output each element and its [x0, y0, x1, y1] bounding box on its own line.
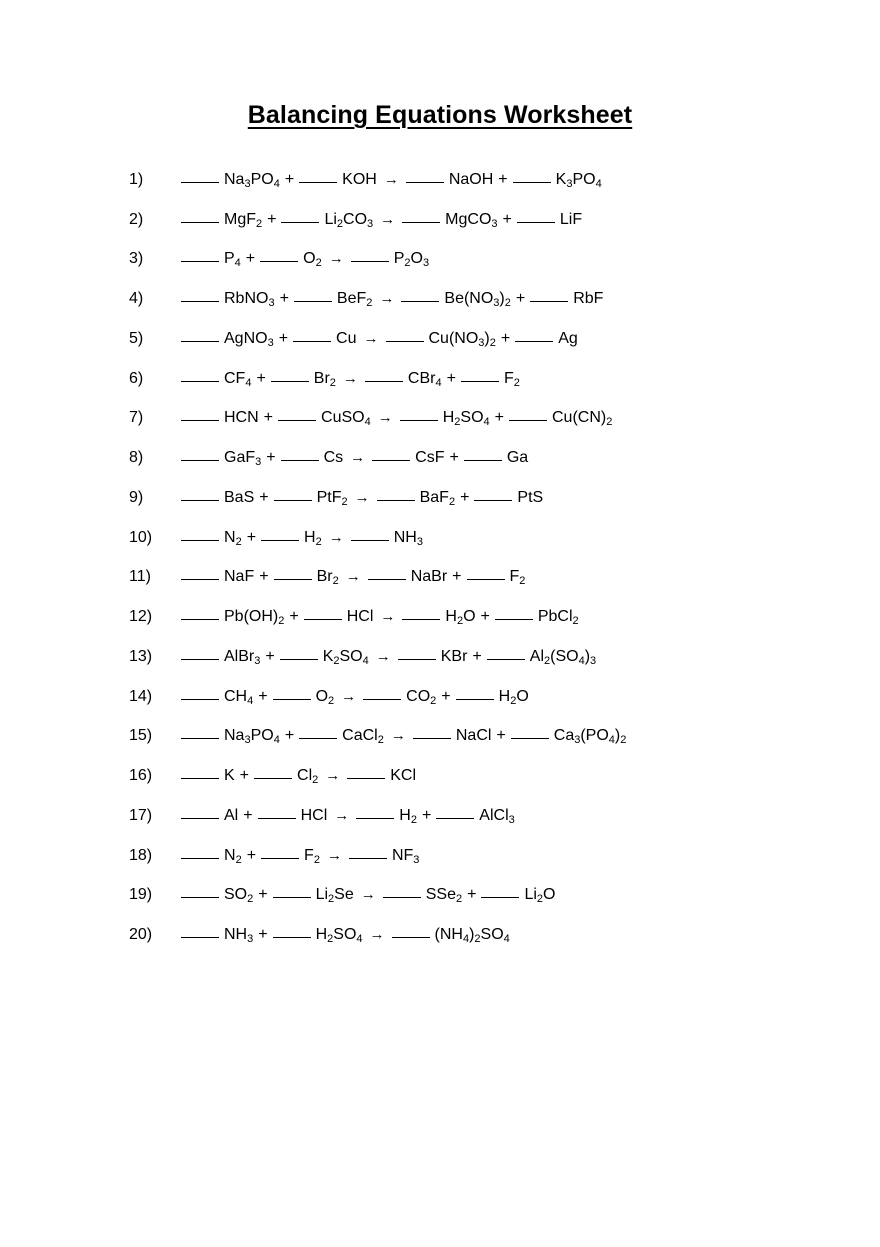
- plus-sign: +: [245, 250, 256, 268]
- coefficient-blank: [347, 778, 385, 779]
- reaction-arrow-icon: →: [360, 886, 376, 904]
- equation: [181, 568, 525, 586]
- coefficient-blank: [273, 897, 311, 898]
- coefficient-blank: [281, 222, 319, 223]
- plus-sign: +: [284, 170, 295, 188]
- chemical-formula: KBr: [440, 647, 468, 665]
- coefficient-blank: [413, 738, 451, 739]
- reaction-arrow-icon: →: [328, 528, 344, 546]
- coefficient-blank: [181, 897, 219, 898]
- reaction-arrow-icon: →: [380, 210, 396, 228]
- chemical-formula: CuSO$_4$: [321, 409, 371, 429]
- plus-sign: +: [500, 329, 511, 347]
- reaction-arrow-icon: →: [369, 926, 385, 944]
- coefficient-blank: [398, 659, 436, 660]
- equation-row: [129, 279, 829, 319]
- page-title: Balancing Equations Worksheet: [247, 101, 633, 129]
- reaction-arrow-icon: →: [334, 806, 350, 824]
- chemical-formula: $O_2$: [303, 250, 322, 270]
- chemical-formula: NaF: [224, 568, 255, 586]
- coefficient-blank: [181, 699, 219, 700]
- chemical-formula: HCN: [224, 409, 259, 427]
- chemical-formula: $K_2SO_4$: [322, 647, 369, 667]
- chemical-formula: Ga: [506, 449, 529, 467]
- chemical-formula: $NH_3$: [224, 926, 254, 946]
- chemical-formula: CaCl$_2$: [342, 727, 384, 747]
- chemical-formula: $Li_2CO_3$: [324, 210, 374, 230]
- chemical-formula: Al: [224, 806, 239, 824]
- chemical-formula: $NH_3$: [393, 528, 423, 548]
- equation-number: 9): [129, 488, 144, 506]
- chemical-formula: $Pb(OH)_2$: [224, 608, 285, 628]
- coefficient-blank: [294, 301, 332, 302]
- chemical-formula: $N_2$: [224, 846, 242, 866]
- chemical-formula: NaCl: [455, 727, 492, 745]
- plus-sign: +: [289, 608, 299, 626]
- equation-row: [129, 319, 829, 359]
- reaction-arrow-icon: →: [328, 250, 344, 268]
- equation-number: 1): [129, 170, 144, 188]
- chemical-formula: PbCl$_2$: [537, 608, 579, 628]
- coefficient-blank: [181, 341, 219, 342]
- equation-row: [129, 240, 829, 280]
- chemical-formula: BeF$_2$: [336, 290, 373, 310]
- coefficient-blank: [271, 381, 309, 382]
- equation-number: 3): [129, 250, 144, 268]
- equation-row: [129, 359, 829, 399]
- equation: [181, 688, 529, 706]
- chemical-formula: HCl: [346, 608, 374, 626]
- coefficient-blank: [509, 420, 547, 421]
- chemical-formula: $H_2$: [399, 806, 417, 826]
- chemical-formula: Cs: [323, 449, 344, 467]
- coefficient-blank: [181, 619, 219, 620]
- reaction-arrow-icon: →: [377, 409, 393, 427]
- chemical-formula: CsF: [415, 449, 445, 467]
- equation: [181, 449, 528, 467]
- chemical-formula: $Cu(CN)_2$: [552, 409, 613, 429]
- chemical-formula: $CH_4$: [224, 687, 254, 707]
- equation-number: 15): [129, 727, 153, 745]
- plus-sign: +: [278, 329, 289, 347]
- coefficient-blank: [368, 579, 406, 580]
- coefficient-blank: [293, 341, 331, 342]
- coefficient-blank: [181, 858, 219, 859]
- chemical-formula: $CO_2$: [406, 687, 437, 707]
- chemical-formula: AlCl$_3$: [479, 806, 515, 826]
- chemical-formula: $F_2$: [304, 846, 320, 866]
- plus-sign: +: [266, 449, 276, 467]
- coefficient-blank: [351, 261, 389, 262]
- chemical-formula: BaS: [224, 488, 255, 506]
- equation-row: [129, 518, 829, 558]
- coefficient-blank: [515, 341, 553, 342]
- equation: [181, 211, 582, 229]
- coefficient-blank: [363, 699, 401, 700]
- coefficient-blank: [456, 699, 494, 700]
- equation-number: 10): [129, 528, 153, 546]
- chemical-formula: $H_2O$: [498, 687, 529, 707]
- coefficient-blank: [181, 937, 219, 938]
- equation: [181, 290, 603, 308]
- equation-number: 20): [129, 926, 153, 944]
- equation-row: [129, 677, 829, 717]
- equation: [181, 926, 510, 944]
- reaction-arrow-icon: →: [354, 488, 370, 506]
- chemical-formula: Cu: [336, 329, 357, 347]
- plus-sign: +: [498, 170, 508, 188]
- coefficient-blank: [402, 222, 440, 223]
- coefficient-blank: [181, 738, 219, 739]
- coefficient-blank: [273, 937, 311, 938]
- equation-number: 14): [129, 687, 153, 705]
- chemical-formula: AlBr$_3$: [224, 647, 261, 667]
- chemical-formula: LiF: [559, 210, 583, 228]
- chemical-formula: HCl: [300, 806, 328, 824]
- chemical-formula: $CF_4$: [224, 369, 252, 389]
- coefficient-blank: [254, 778, 292, 779]
- chemical-formula: $Cl_2$: [297, 767, 319, 787]
- equation: [181, 727, 626, 745]
- chemical-formula: NaBr: [410, 568, 448, 586]
- plus-sign: +: [259, 488, 269, 506]
- coefficient-blank: [304, 619, 342, 620]
- plus-sign: +: [239, 767, 250, 785]
- reaction-arrow-icon: →: [350, 449, 366, 467]
- chemical-formula: KCl: [390, 767, 417, 785]
- coefficient-blank: [461, 381, 499, 382]
- plus-sign: +: [246, 846, 257, 864]
- chemical-formula: $SO_2$: [224, 886, 254, 906]
- plus-sign: +: [279, 290, 289, 308]
- coefficient-blank: [181, 500, 219, 501]
- equation-row: [129, 160, 829, 200]
- plus-sign: +: [441, 687, 451, 705]
- chemical-formula: $H_2$: [304, 528, 322, 548]
- coefficient-blank: [280, 659, 318, 660]
- chemical-formula: $N_2$: [224, 528, 242, 548]
- plus-sign: +: [263, 409, 274, 427]
- equation-number: 2): [129, 210, 144, 228]
- plus-sign: +: [472, 647, 482, 665]
- plus-sign: +: [265, 647, 275, 665]
- equation: [181, 330, 578, 348]
- coefficient-blank: [474, 500, 512, 501]
- coefficient-blank: [181, 261, 219, 262]
- chemical-formula: $H_2SO_4$: [315, 926, 363, 946]
- equation-row: [129, 558, 829, 598]
- chemical-formula: GaF$_3$: [224, 449, 262, 469]
- chemical-formula: $P_2O_3$: [393, 250, 430, 270]
- plus-sign: +: [246, 528, 257, 546]
- reaction-arrow-icon: →: [342, 369, 358, 387]
- coefficient-blank: [377, 500, 415, 501]
- coefficient-blank: [181, 579, 219, 580]
- plus-sign: +: [446, 369, 456, 387]
- coefficient-blank: [273, 699, 311, 700]
- equation: [181, 250, 429, 268]
- coefficient-blank: [258, 818, 296, 819]
- equation-row: [129, 478, 829, 518]
- chemical-formula: $Br_2$: [313, 369, 336, 389]
- plus-sign: +: [256, 369, 266, 387]
- coefficient-blank: [365, 381, 403, 382]
- chemical-formula: MgF$_2$: [224, 210, 263, 230]
- reaction-arrow-icon: →: [345, 568, 361, 586]
- reaction-arrow-icon: →: [341, 687, 357, 705]
- coefficient-blank: [511, 738, 549, 739]
- equation-number: 6): [129, 369, 144, 387]
- equation-number: 7): [129, 409, 144, 427]
- coefficient-blank: [351, 540, 389, 541]
- chemical-formula: $Cu(NO_3)_2$: [428, 329, 496, 349]
- chemical-formula: AgNO$_3$: [224, 329, 274, 349]
- coefficient-blank: [530, 301, 568, 302]
- plus-sign: +: [449, 449, 459, 467]
- coefficient-blank: [181, 460, 219, 461]
- reaction-arrow-icon: →: [325, 767, 341, 785]
- plus-sign: +: [259, 568, 269, 586]
- coefficient-blank: [383, 897, 421, 898]
- equation-number: 13): [129, 647, 153, 665]
- coefficient-blank: [181, 659, 219, 660]
- equation: [181, 529, 423, 547]
- reaction-arrow-icon: →: [390, 727, 406, 745]
- chemical-formula: $NF_3$: [391, 846, 420, 866]
- equation-row: [129, 637, 829, 677]
- equation-row: [129, 597, 829, 637]
- plus-sign: +: [460, 488, 470, 506]
- equation-row: [129, 756, 829, 796]
- chemical-formula: $F_2$: [509, 568, 526, 588]
- chemical-formula: $F_2$: [503, 369, 520, 389]
- coefficient-blank: [401, 301, 439, 302]
- equation-row: [129, 836, 829, 876]
- reaction-arrow-icon: →: [383, 170, 399, 188]
- chemical-formula: CBr$_4$: [407, 369, 442, 389]
- equation-row: [129, 796, 829, 836]
- chemical-formula: $H_2O$: [445, 608, 476, 628]
- plus-sign: +: [467, 886, 477, 904]
- chemical-formula: RbF: [573, 290, 604, 308]
- equation: [181, 847, 419, 865]
- coefficient-blank: [349, 858, 387, 859]
- coefficient-blank: [181, 381, 219, 382]
- equation: [181, 807, 515, 825]
- coefficient-blank: [356, 818, 394, 819]
- plus-sign: +: [515, 290, 526, 308]
- plus-sign: +: [243, 806, 253, 824]
- reaction-arrow-icon: →: [326, 846, 342, 864]
- chemical-formula: $Na_3PO_4$: [224, 170, 280, 190]
- chemical-formula: $O_2$: [315, 687, 335, 707]
- coefficient-blank: [299, 182, 337, 183]
- equation-number: 5): [129, 329, 144, 347]
- coefficient-blank: [386, 341, 424, 342]
- coefficient-blank: [261, 540, 299, 541]
- chemical-formula: SSe$_2$: [425, 886, 463, 906]
- coefficient-blank: [181, 182, 219, 183]
- equation-list: [129, 160, 829, 955]
- plus-sign: +: [496, 727, 506, 745]
- chemical-formula: Ag: [558, 329, 578, 347]
- plus-sign: +: [494, 409, 504, 427]
- chemical-formula: $P_4$: [224, 250, 241, 270]
- equation-row: [129, 717, 829, 757]
- plus-sign: +: [480, 608, 490, 626]
- chemical-formula: $Li_2O$: [524, 886, 556, 906]
- coefficient-blank: [464, 460, 502, 461]
- plus-sign: +: [267, 210, 277, 228]
- equation: [181, 648, 596, 666]
- coefficient-blank: [181, 420, 219, 421]
- equation-row: [129, 438, 829, 478]
- plus-sign: +: [258, 926, 268, 944]
- equation: [181, 370, 520, 388]
- coefficient-blank: [260, 261, 298, 262]
- coefficient-blank: [181, 778, 219, 779]
- coefficient-blank: [495, 619, 533, 620]
- equation-number: 4): [129, 290, 144, 308]
- coefficient-blank: [402, 619, 440, 620]
- chemical-formula: $Be(NO_3)_2$: [444, 290, 511, 310]
- coefficient-blank: [436, 818, 474, 819]
- coefficient-blank: [400, 420, 438, 421]
- chemical-formula: K: [224, 767, 235, 785]
- chemical-formula: MgCO$_3$: [445, 210, 498, 230]
- chemical-formula: $Ca_3(PO_4)_2$: [553, 727, 627, 747]
- reaction-arrow-icon: →: [363, 329, 379, 347]
- equation-number: 8): [129, 449, 144, 467]
- chemical-formula: $(NH_4)_2SO_4$: [434, 926, 510, 946]
- coefficient-blank: [513, 182, 551, 183]
- chemical-formula: BaF$_2$: [419, 488, 456, 508]
- coefficient-blank: [299, 738, 337, 739]
- equation-number: 11): [129, 568, 151, 586]
- plus-sign: +: [284, 727, 295, 745]
- equation-row: [129, 876, 829, 916]
- equation-row: [129, 399, 829, 439]
- coefficient-blank: [392, 937, 430, 938]
- equation-row: [129, 200, 829, 240]
- coefficient-blank: [261, 858, 299, 859]
- equation: [181, 409, 612, 427]
- coefficient-blank: [181, 301, 219, 302]
- plus-sign: +: [258, 687, 268, 705]
- coefficient-blank: [372, 460, 410, 461]
- coefficient-blank: [467, 579, 505, 580]
- chemical-formula: $K_3PO_4$: [555, 170, 602, 190]
- coefficient-blank: [274, 579, 312, 580]
- coefficient-blank: [181, 222, 219, 223]
- equation: [181, 608, 579, 626]
- coefficient-blank: [278, 420, 316, 421]
- equation: [181, 767, 416, 785]
- equation-number: 16): [129, 767, 153, 785]
- reaction-arrow-icon: →: [375, 647, 391, 665]
- equation: [181, 886, 556, 904]
- chemical-formula: KOH: [342, 170, 377, 188]
- chemical-formula: PtS: [517, 488, 544, 506]
- equation: [181, 171, 602, 189]
- plus-sign: +: [421, 806, 432, 824]
- equation: [181, 489, 543, 507]
- coefficient-blank: [181, 540, 219, 541]
- reaction-arrow-icon: →: [380, 608, 396, 626]
- equation-number: 12): [129, 608, 153, 626]
- coefficient-blank: [181, 818, 219, 819]
- chemical-formula: NaOH: [448, 170, 494, 188]
- coefficient-blank: [487, 659, 525, 660]
- chemical-formula: RbNO$_3$: [224, 290, 275, 310]
- chemical-formula: $Al_2(SO_4)_3$: [529, 647, 597, 667]
- coefficient-blank: [274, 500, 312, 501]
- chemical-formula: $Li_2Se$: [315, 886, 354, 906]
- equation-number: 17): [129, 806, 153, 824]
- chemical-formula: PtF$_2$: [316, 488, 348, 508]
- plus-sign: +: [452, 568, 462, 586]
- plus-sign: +: [258, 886, 268, 904]
- coefficient-blank: [517, 222, 555, 223]
- chemical-formula: $H_2SO_4$: [442, 409, 490, 429]
- coefficient-blank: [481, 897, 519, 898]
- chemical-formula: $Na_3PO_4$: [224, 727, 280, 747]
- equation-row: [129, 915, 829, 955]
- plus-sign: +: [502, 210, 512, 228]
- equation-number: 19): [129, 886, 153, 904]
- chemical-formula: $Br_2$: [316, 568, 339, 588]
- coefficient-blank: [281, 460, 319, 461]
- coefficient-blank: [406, 182, 444, 183]
- equation-number: 18): [129, 846, 153, 864]
- reaction-arrow-icon: →: [379, 290, 395, 308]
